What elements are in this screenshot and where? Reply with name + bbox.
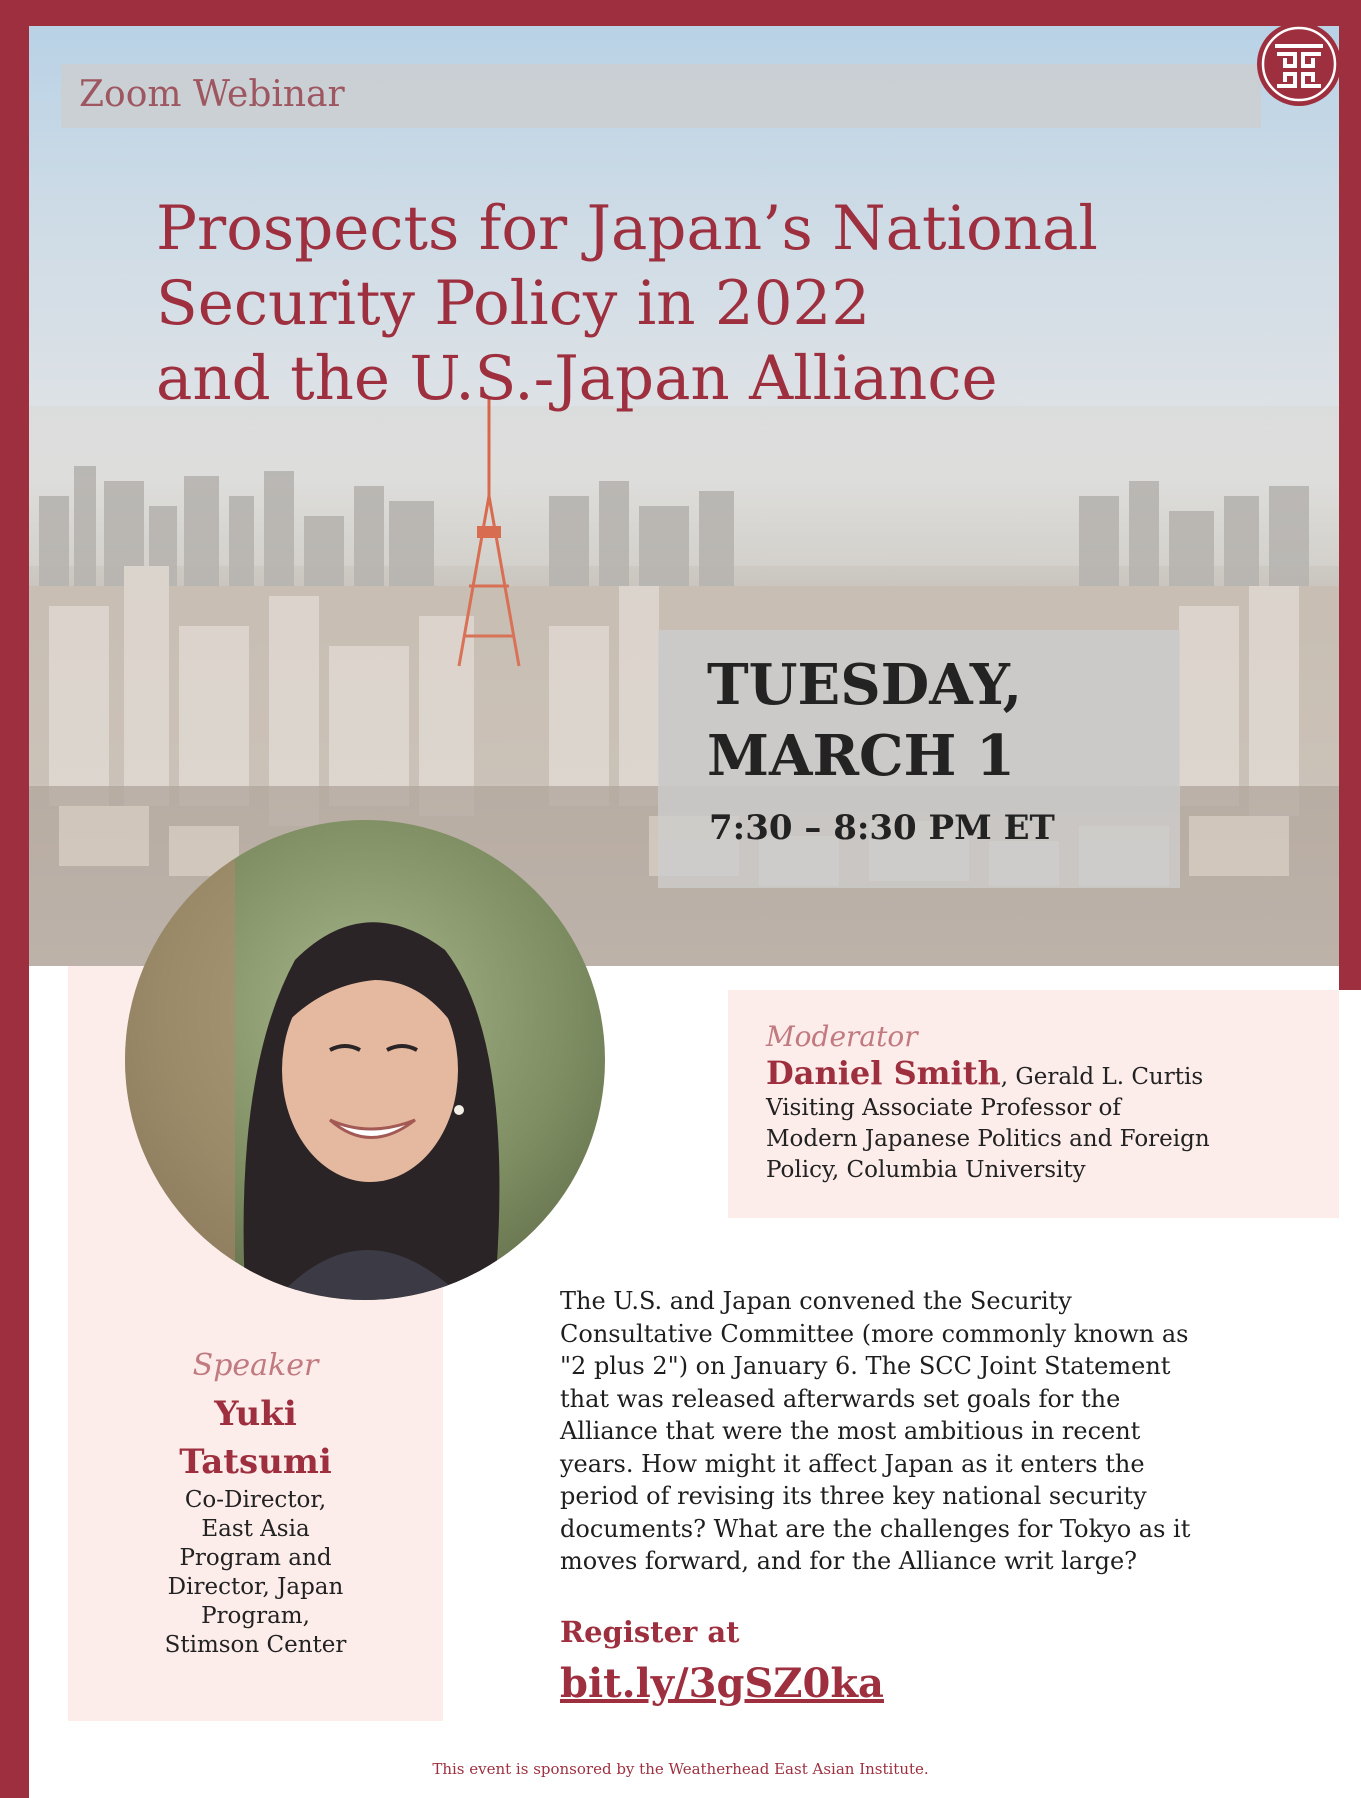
date-box — [658, 630, 1180, 888]
description-line: that was released afterwards set goals for the — [560, 1384, 1121, 1413]
webinar-banner — [61, 64, 1261, 128]
moderator-title-line: Policy, Columbia University — [766, 1157, 1086, 1183]
description-line: years. How might it affect Japan as it enters the — [560, 1449, 1145, 1478]
description-line: period of revising its three key national security — [560, 1482, 1147, 1510]
hero-cityscape — [29, 26, 1339, 966]
institute-seal-icon — [1255, 20, 1343, 108]
top-border — [0, 0, 1361, 26]
event-time: 7:30 – 8:30 PM ET — [709, 808, 1055, 848]
webinar-label: Zoom Webinar — [79, 74, 345, 115]
description-line: Consultative Committee (more commonly known as — [560, 1319, 1189, 1348]
description-line: "2 plus 2") on January 6. The SCC Joint Statement — [560, 1352, 1171, 1380]
speaker-role-label: Speaker — [192, 1348, 319, 1383]
speaker-title-line: Program, — [201, 1603, 310, 1629]
moderator-info — [766, 1054, 1326, 1186]
right-border — [1339, 0, 1361, 990]
title-line: Security Policy in 2022 — [156, 268, 871, 339]
event-description — [560, 1285, 1300, 1578]
speaker-title-line: Director, Japan — [167, 1574, 344, 1600]
description-line: The U.S. and Japan convened the Security — [560, 1287, 1072, 1315]
moderator-panel — [728, 990, 1339, 1218]
sponsor-note: This event is sponsored by the Weatherhead East Asian Institute. — [432, 1760, 929, 1778]
speaker-name — [68, 1390, 443, 1486]
register-label: Register at — [560, 1615, 740, 1649]
speaker-name-line: Tatsumi — [179, 1442, 332, 1482]
moderator-role-label: Moderator — [766, 1020, 918, 1053]
moderator-title-line: Modern Japanese Politics and Foreign — [766, 1126, 1210, 1152]
speaker-portrait-image — [125, 820, 605, 1300]
speaker-title-line: Co-Director, — [184, 1487, 327, 1513]
event-title — [156, 191, 1296, 416]
description-line: Alliance that were the most ambitious in recent — [560, 1417, 1141, 1445]
moderator-title-first: , Gerald L. Curtis — [1000, 1064, 1204, 1090]
description-line: moves forward, and for the Alliance writ large? — [560, 1547, 1138, 1575]
speaker-title-line: Program and — [179, 1545, 332, 1571]
speaker-photo — [125, 820, 605, 1300]
event-date: MARCH 1 — [707, 723, 1015, 789]
moderator-title-line: Visiting Associate Professor of — [766, 1095, 1121, 1121]
speaker-title-line: East Asia — [201, 1516, 310, 1542]
event-day: TUESDAY, — [707, 652, 1023, 718]
speaker-name-line: Yuki — [214, 1394, 297, 1434]
title-line: and the U.S.-Japan Alliance — [156, 343, 998, 414]
description-line: documents? What are the challenges for Tokyo as it — [560, 1514, 1191, 1543]
register-link[interactable]: bit.ly/3gSZ0ka — [560, 1660, 884, 1707]
left-border — [0, 0, 29, 1798]
title-line: Prospects for Japan’s National — [156, 193, 1098, 264]
moderator-name: Daniel Smith — [766, 1054, 1001, 1092]
speaker-title-line: Stimson Center — [164, 1632, 347, 1658]
speaker-affiliation — [68, 1486, 443, 1660]
